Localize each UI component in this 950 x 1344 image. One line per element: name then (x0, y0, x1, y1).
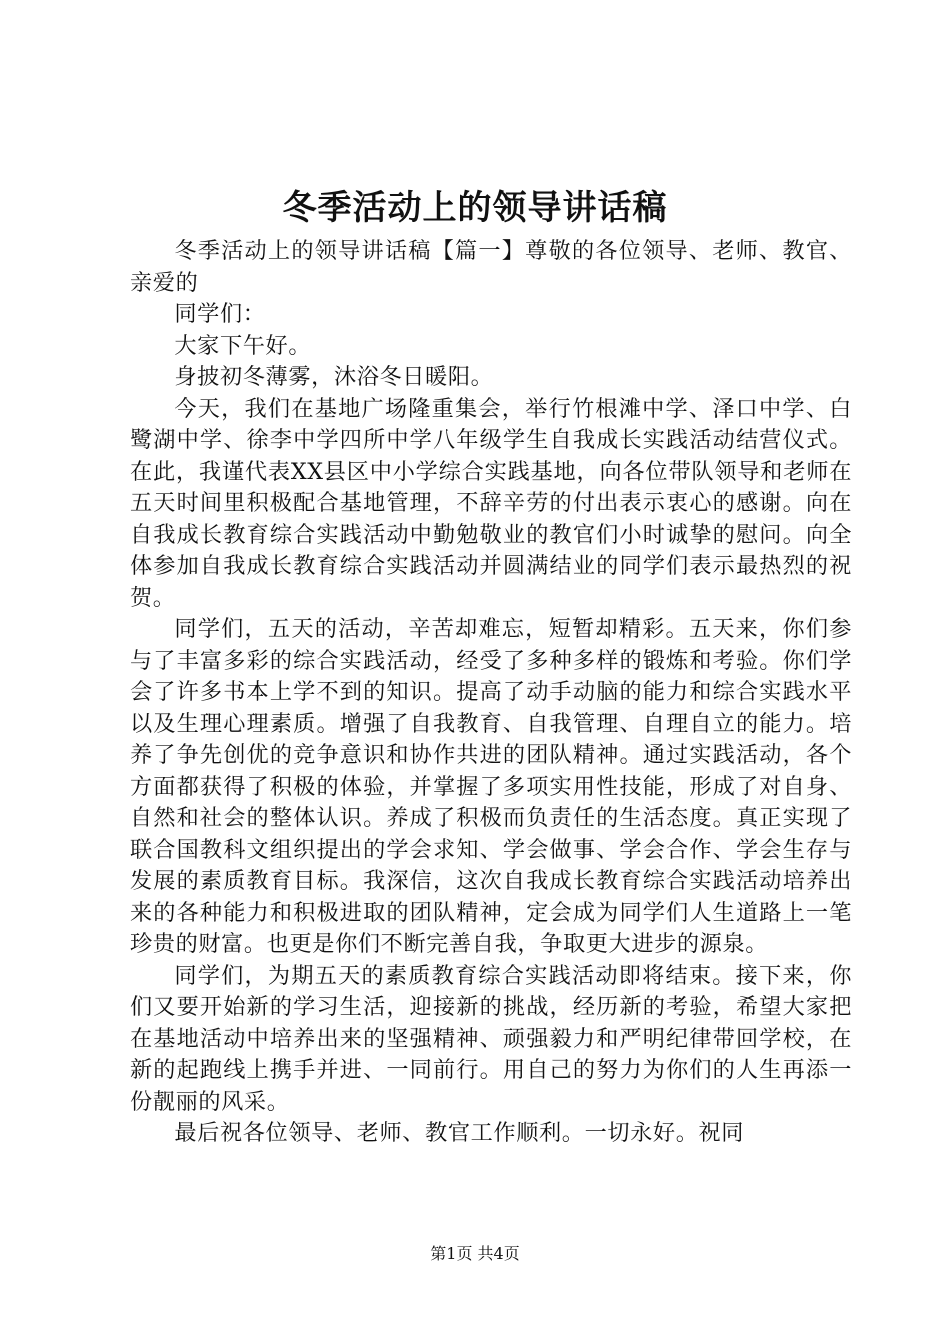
paragraph: 同学们，为期五天的素质教育综合实践活动即将结束。接下来，你们又要开始新的学习生活，迎接新的挑战，经历新的考验，希望大家把在基地活动中培养出来的坚强精神、顽强毅力和严明纪律带回学校，在新的起跑线上携手并进、一同前行。用自己的努力为你们的人生再添一份靓丽的风采。 (130, 962, 852, 1115)
paragraph: 冬季活动上的领导讲话稿【篇一】尊敬的各位领导、老师、教官、亲爱的 (130, 238, 852, 296)
document-title: 冬季活动上的领导讲话稿 (282, 188, 668, 228)
document-body (130, 236, 852, 1150)
paragraph: 最后祝各位领导、老师、教官工作顺利。一切永好。祝同 (174, 1120, 745, 1146)
paragraph: 大家下午好。 (174, 332, 312, 359)
page-number-footer: 第1页 共4页 (430, 1244, 520, 1263)
paragraph: 同学们，五天的活动，辛苦却难忘，短暂却精彩。五天来，你们参与了丰富多彩的综合实践活动，经受了多种多样的锻炼和考验。你们学会了许多书本上学不到的知识。提高了动手动脑的能力和综合实践水平以及生理心理素质。增强了自我教育、自我管理、自理自立的能力。培养了争先创优的竞争意识和协作共进的团队精神。通过实践活动，各个方面都获得了积极的体验，并掌握了多项实用性技能，形成了对自身、自然和社会的整体认识。养成了积极而负责任的生活态度。真正实现了联合国教科文组织提出的学会求知、学会做事、学会合作、学会生存与发展的素质教育目标。我深信，这次自我成长教育综合实践活动培养出来的各种能力和积极进取的团队精神，定会成为同学们人生道路上一笔珍贵的财富。也更是你们不断完善自我，争取更大进步的源泉。 (130, 616, 852, 957)
paragraph: 身披初冬薄雾，沐浴冬日暖阳。 (174, 364, 494, 390)
paragraph: 同学们： (174, 301, 266, 327)
paragraph: 今天，我们在基地广场隆重集会，举行竹根滩中学、泽口中学、白鹭湖中学、徐李中学四所中学八年级学生自我成长实践活动结营仪式。在此，我谨代表XX县区中小学综合实践基地，向各位带队领导和老师在五天时间里积极配合基地管理，不辞辛劳的付出表示衷心的感谢。向在自我成长教育综合实践活动中勤勉敬业的教官们小时诚挚的慰问。向全体参加自我成长教育综合实践活动并圆满结业的同学们表示最热烈的祝贺。 (130, 395, 852, 611)
